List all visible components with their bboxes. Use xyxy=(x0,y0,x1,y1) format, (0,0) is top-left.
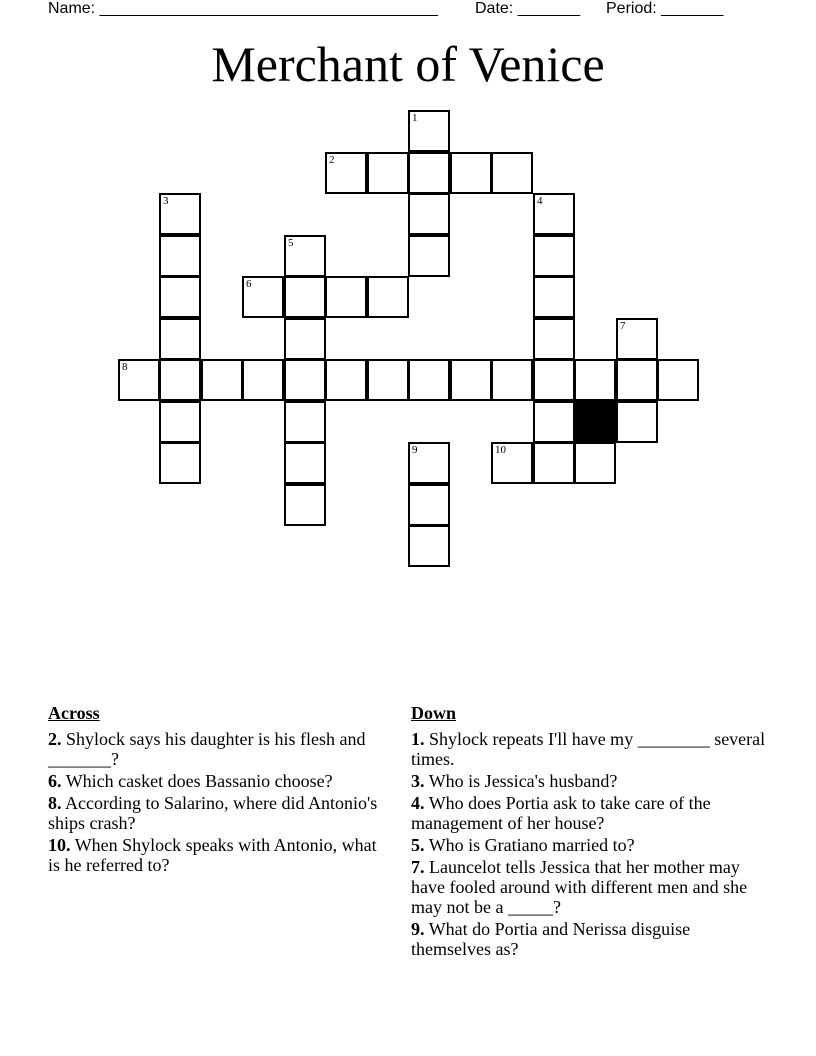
crossword-cell[interactable] xyxy=(450,152,492,194)
name-field-label[interactable]: Name: ______________________________________ xyxy=(48,0,438,17)
crossword-cell[interactable] xyxy=(284,401,326,443)
down-clues xyxy=(411,702,771,961)
clue-across-6: 6. Which casket does Bassanio choose? xyxy=(48,771,333,791)
crossword-cell[interactable] xyxy=(159,318,201,360)
crossword-cell[interactable] xyxy=(367,152,409,194)
crossword-cell[interactable] xyxy=(533,193,575,235)
clue-down-3: 3. Who is Jessica's husband? xyxy=(411,771,618,791)
across-heading: Across xyxy=(48,703,100,723)
crossword-cell[interactable] xyxy=(574,442,616,484)
crossword-cell[interactable] xyxy=(408,359,450,401)
crossword-cell[interactable] xyxy=(533,442,575,484)
clue-number: 5 xyxy=(288,237,294,249)
crossword-cell[interactable] xyxy=(450,359,492,401)
clue-number: 7 xyxy=(620,320,626,332)
clue-number: 2 xyxy=(329,154,335,166)
crossword-cell[interactable] xyxy=(367,276,409,318)
crossword-cell[interactable] xyxy=(284,442,326,484)
crossword-cell[interactable] xyxy=(408,484,450,526)
crossword-cell[interactable] xyxy=(118,359,160,401)
crossword-cell[interactable] xyxy=(284,359,326,401)
clue-number: 9 xyxy=(412,444,418,456)
clue-down-9: 9. What do Portia and Nerissa disguise themselves as? xyxy=(411,919,691,959)
crossword-cell[interactable] xyxy=(325,152,367,194)
clue-number: 10 xyxy=(495,444,506,456)
page-title: Merchant of Venice xyxy=(211,36,605,92)
crossword-cell[interactable] xyxy=(367,359,409,401)
crossword-cell[interactable] xyxy=(408,235,450,277)
crossword-cell[interactable] xyxy=(491,152,533,194)
crossword-cell[interactable] xyxy=(284,276,326,318)
crossword-cell[interactable] xyxy=(533,276,575,318)
crossword-cell[interactable] xyxy=(491,359,533,401)
clue-number: 1 xyxy=(412,112,418,124)
across-clues xyxy=(48,702,388,877)
crossword-cell[interactable] xyxy=(159,235,201,277)
crossword-cell[interactable] xyxy=(408,152,450,194)
crossword-cell[interactable] xyxy=(574,359,616,401)
clue-down-1: 1. Shylock repeats I'll have my ________ several times. xyxy=(411,729,766,769)
crossword-cell[interactable] xyxy=(242,276,284,318)
crossword-cell[interactable] xyxy=(284,318,326,360)
crossword-cell[interactable] xyxy=(284,484,326,526)
crossword-cell[interactable] xyxy=(408,110,450,152)
clue-down-4: 4. Who does Portia ask to take care of the management of her house? xyxy=(411,793,711,833)
crossword-cell[interactable] xyxy=(533,235,575,277)
clue-number: 6 xyxy=(246,278,252,290)
crossword-cell[interactable] xyxy=(616,359,658,401)
crossword-cell[interactable] xyxy=(491,442,533,484)
clue-number: 3 xyxy=(163,195,169,207)
crossword-cell[interactable] xyxy=(325,359,367,401)
crossword-cell[interactable] xyxy=(159,276,201,318)
crossword-cell[interactable] xyxy=(284,235,326,277)
clue-number: 8 xyxy=(122,361,128,373)
crossword-cell[interactable] xyxy=(159,193,201,235)
crossword-cell[interactable] xyxy=(159,442,201,484)
crossword-cell[interactable] xyxy=(657,359,699,401)
crossword-cell[interactable] xyxy=(159,401,201,443)
clue-across-10: 10. When Shylock speaks with Antonio, what is he referred to? xyxy=(48,835,377,875)
blocked-cell xyxy=(574,401,616,443)
crossword-cell[interactable] xyxy=(616,401,658,443)
crossword-cell[interactable] xyxy=(533,401,575,443)
clue-down-5: 5. Who is Gratiano married to? xyxy=(411,835,635,855)
period-field-label[interactable]: Period: _______ xyxy=(606,0,724,17)
clue-down-7: 7. Launcelot tells Jessica that her mother may have fooled around with different men and she may not be a _____? xyxy=(411,857,748,917)
crossword-cell[interactable] xyxy=(408,442,450,484)
crossword-cell[interactable] xyxy=(533,359,575,401)
clue-across-8: 8. According to Salarino, where did Antonio's ships crash? xyxy=(48,793,378,833)
crossword-cell[interactable] xyxy=(616,318,658,360)
clue-number: 4 xyxy=(537,195,543,207)
crossword-cell[interactable] xyxy=(408,193,450,235)
crossword-cell[interactable] xyxy=(325,276,367,318)
crossword-cell[interactable] xyxy=(408,525,450,567)
down-heading: Down xyxy=(411,703,457,723)
date-field-label[interactable]: Date: _______ xyxy=(475,0,580,17)
crossword-cell[interactable] xyxy=(201,359,243,401)
crossword-cell[interactable] xyxy=(242,359,284,401)
crossword-cell[interactable] xyxy=(533,318,575,360)
crossword-cell[interactable] xyxy=(159,359,201,401)
clue-across-2: 2. Shylock says his daughter is his flesh and _______? xyxy=(48,729,366,769)
